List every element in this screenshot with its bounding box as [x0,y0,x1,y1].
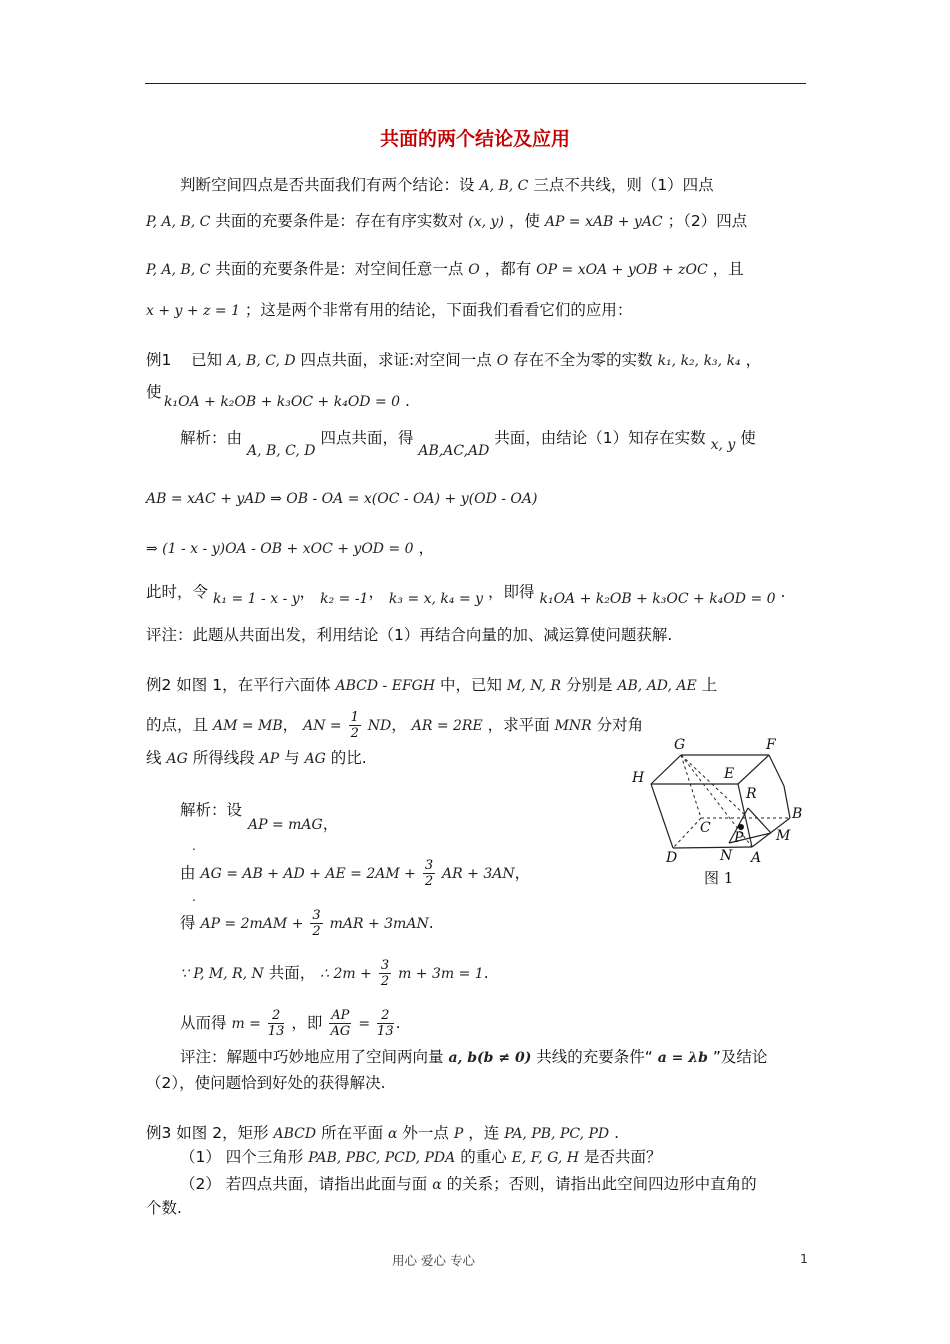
text: 例2 如图 1，在平行六面体 [146,676,331,694]
math: E, F, G, H [511,1150,580,1166]
text: 从而得 [180,1014,227,1032]
math: AP = xAB + yAC [544,214,663,230]
label-r: R [746,786,757,802]
text: . [780,583,786,601]
edge-ef [738,755,769,784]
frac-num: 2 [377,1008,394,1024]
text: 上 [701,676,718,694]
edge-rm [748,808,771,833]
label-d: D [666,850,678,866]
solution-1-line-1 [180,428,756,459]
math: k₂ = -1 [320,591,369,607]
figure-1-parallelepiped [628,730,814,888]
math: A, B, C, D [227,353,296,369]
math: P [453,1126,464,1142]
frac-den: AG [330,1024,351,1039]
math: A, B, C [479,178,529,194]
math: M, N, R [506,678,561,694]
solution-1-equation-1 [146,488,537,509]
frac-num: 3 [380,958,390,973]
text: 共面的充要条件是：存在有序实数对 [215,212,464,230]
frac-den: 13 [377,1024,394,1039]
math: = [358,1016,371,1032]
text: 此时，令 [146,583,209,601]
text: ， [418,539,435,557]
solution-2-line-1 [180,800,242,820]
text: 共线的充要条件“ [536,1048,653,1066]
text: ，连 [468,1124,500,1142]
label-m: M [776,828,791,844]
text: 的关系；否则，请指出此空间四边形中直角的 [446,1175,757,1193]
frac-num: 2 [268,1008,285,1024]
text: 由 [180,864,196,882]
fraction-one-half [349,710,361,741]
text: 分对角 [596,716,644,734]
fraction-three-halves [423,858,435,889]
example-2-line-3 [146,748,367,769]
text: 使 [146,383,162,401]
intro-line-4 [146,300,632,321]
math: ABCD - EFGH [335,678,436,694]
math: α [432,1177,442,1193]
figure-caption: 图 1 [704,869,734,887]
label-f: F [766,737,776,753]
math: AG [166,751,188,767]
math: α [388,1126,398,1142]
example-2-line-1 [146,675,717,696]
text: . [405,392,410,410]
math: ∴ 2m + [320,966,372,982]
text: 四点共面，求证:对空间一点 [300,351,492,369]
label-c: C [700,820,711,836]
math: a = λb [657,1050,708,1066]
math: AG = AB + AD + AE = 2AM + [200,866,416,882]
text: ，且 [712,260,744,278]
math: MNR [554,718,592,734]
solution-2-comment-2: （2），使问题恰到好处的获得解决. [146,1074,386,1092]
solution-2-line-5: 从而得 m = $\frac{2}{13}$ ，即 $\frac{AP}{AG}$ = $\frac{2}{13}$ . [180,1008,401,1039]
text: 的重心 [460,1148,507,1166]
fraction-three-halves [310,908,322,939]
solution-1-line-3: 此时，令 k₁ = 1 - x - y， k₂ = -1， k₃ = x, k₄ = y ，即得 k₁OA + k₂OB + k₃OC + k₄OD = 0 . [146,583,786,607]
math: AB = xAC + yAD ⇒ OB - OA = x(OC - OA) + y(OD - OA) [146,491,538,507]
frac-num: 3 [312,908,321,923]
text: （1） 四个三角形 [180,1148,304,1166]
text: 中，已知 [440,676,503,694]
solution-2-line-3: 得 AP = 2mAM + $\frac{3}{2}$ mAR + 3mAN. [180,908,434,939]
math: (x, y) [468,214,504,230]
math: AP [259,751,280,767]
frac-num: 3 [424,858,434,873]
label-n: N [720,848,733,864]
frac-den: 13 [267,1024,285,1039]
label-g: G [674,737,686,753]
math: AG [304,751,326,767]
text: （2） 若四点共面，请指出此面与面 [180,1175,428,1193]
solution-1-comment: 评注：此题从共面出发，利用结论（1）再结合向量的加、减运算使问题获解. [146,626,673,644]
label-b: B [792,806,803,822]
math: k₁ = 1 - x - y [212,591,300,607]
math: P, A, B, C [146,262,211,278]
example-3-line-1 [146,1123,619,1144]
solution-2-comment-1 [180,1047,767,1068]
page-title: 共面的两个结论及应用 [379,128,570,150]
solution-1-equation-2 [146,538,434,559]
math: AB, AD, AE [617,678,697,694]
example-1-line-2 [146,382,162,402]
text: ，使 [508,212,540,230]
text: 是否共面？ [583,1148,662,1166]
math: OP = xOA + yOB + zOC [536,262,708,278]
text: 已知 [191,351,223,369]
fraction-two-thirteenths [268,1008,285,1039]
math: ABCD [273,1126,317,1142]
frac-den: 2 [424,874,434,889]
text: ，即得 [488,583,535,601]
frac-den: 2 [380,974,390,989]
math: mAR + 3mAN [329,916,429,932]
text: ；这是两个非常有用的结论，下面我们看看它们的应用： [244,301,633,319]
page-number: 1 [800,1251,808,1266]
math: k₁OA + k₂OB + k₃OC + k₄OD = 0 [164,394,401,410]
label-p: P [734,830,744,846]
text: 共面的充要条件是：对空间任意一点 [215,260,464,278]
text: 与 [284,749,300,767]
intro-line-2 [146,211,747,232]
label-a: A [751,850,762,866]
math: AM = MB [212,718,283,734]
math: ⇒ (1 - x - y)OA - OB + xOC + yOD = 0 [146,541,414,557]
label-h: H [632,770,645,786]
math: k₁, k₂, k₃, k₄ [657,353,741,369]
fraction-two-thirteenths [377,1008,394,1039]
math: O [468,262,480,278]
text: 分别是 [565,676,613,694]
text: 共面， [268,964,316,982]
example-1-equation [164,391,410,412]
edge-hd [651,784,673,848]
text: . [614,1124,619,1142]
math: ND [367,718,392,734]
math: AP = 2mAM + [200,916,304,932]
math: x, y [710,437,736,453]
intro-line-1 [180,175,714,196]
solution-2-dot-1: . [192,839,196,853]
text: 解析：由 [180,429,243,447]
text: ”及结论 [712,1048,768,1066]
header-rule [145,83,806,84]
math: m + 3m = 1 [398,966,484,982]
text: 所在平面 [321,1124,384,1142]
text: 线 [146,749,162,767]
text: 得 [180,914,196,932]
solution-2-line-2: 由 AG = AB + AD + AE = 2AM + $\frac{3}{2}$ AR + 3AN， [180,858,531,889]
frac-den: 2 [350,726,359,741]
text: 判断空间四点是否共面我们有两个结论：设 [180,176,475,194]
math: AR = 2RE [411,718,483,734]
math: O [496,353,509,369]
text: ， [745,351,762,369]
edge-cd-hidden [673,818,701,848]
text: 三点不共线，则（1）四点 [533,176,714,194]
intro-line-3 [146,259,744,280]
label-e: E [724,766,735,782]
text: 的点，且 [146,716,209,734]
edge-fb [784,786,790,818]
solution-2-line-4: ∵ P, M, R, N 共面， ∴ 2m + $\frac{3}{2}$ m + 3m = 1. [180,958,489,989]
math: PA, PB, PC, PD [504,1126,610,1142]
math: k₃ = x, k₄ = y [388,591,484,607]
math: ∵ P, M, R, N [180,966,264,982]
math: PAB, PBC, PCD, PDA [308,1150,456,1166]
math: k₁OA + k₂OB + k₃OC + k₄OD = 0 [539,591,776,607]
example-3-question-2-cont: 个数. [146,1199,182,1217]
text: 存在不全为零的实数 [513,351,653,369]
text: 例3 如图 2，矩形 [146,1124,269,1142]
math: m = [231,1016,261,1032]
text: 四点共面，得 [320,429,414,447]
text: ，求平面 [487,716,550,734]
text: 评注：解题中巧妙地应用了空间两向量 [180,1048,444,1066]
footer-center: 用心 爱心 专心 [392,1253,475,1268]
fraction-ap-over-ag [329,1008,351,1039]
example-1-line-1 [146,350,761,371]
example-3-question-2 [180,1174,757,1195]
math: AB,AC,AD [418,443,490,459]
text: ，即 [291,1014,323,1032]
example-3-question-1 [180,1147,661,1168]
text: ，都有 [484,260,532,278]
text: 使 [740,429,756,447]
text: ；（2）四点 [667,212,748,230]
fraction-three-halves [379,958,391,989]
frac-num: AP [331,1008,350,1023]
math: A, B, C, D [246,443,316,459]
text: 的比. [330,749,367,767]
math: AR + 3AN [442,866,515,882]
math: P, A, B, C [146,214,211,230]
math: AP = mAG [248,817,323,833]
example-label: 例1 [146,351,172,369]
solution-2-dot-2: . [192,890,196,904]
math: AN = [303,718,342,734]
frac-den: 2 [312,924,321,939]
text: 共面，由结论（1）知存在实数 [494,429,706,447]
solution-2-let: AP = mAG， [248,815,339,833]
text: 外一点 [402,1124,449,1142]
text: 所得线段 [192,749,255,767]
edge-hg [651,755,681,784]
text: 解析：设 [180,801,243,819]
math: x + y + z = 1 [146,303,240,319]
edge-fe-right [769,755,784,786]
frac-num: 1 [350,710,359,725]
example-2-line-2: 的点，且 AM = MB， AN = $\frac{1}{2}$ ND， AR = 2RE ，求平面 MNR 分对角 [146,710,644,741]
math: a, b(b ≠ 0) [448,1050,532,1066]
edge-da [673,847,752,848]
